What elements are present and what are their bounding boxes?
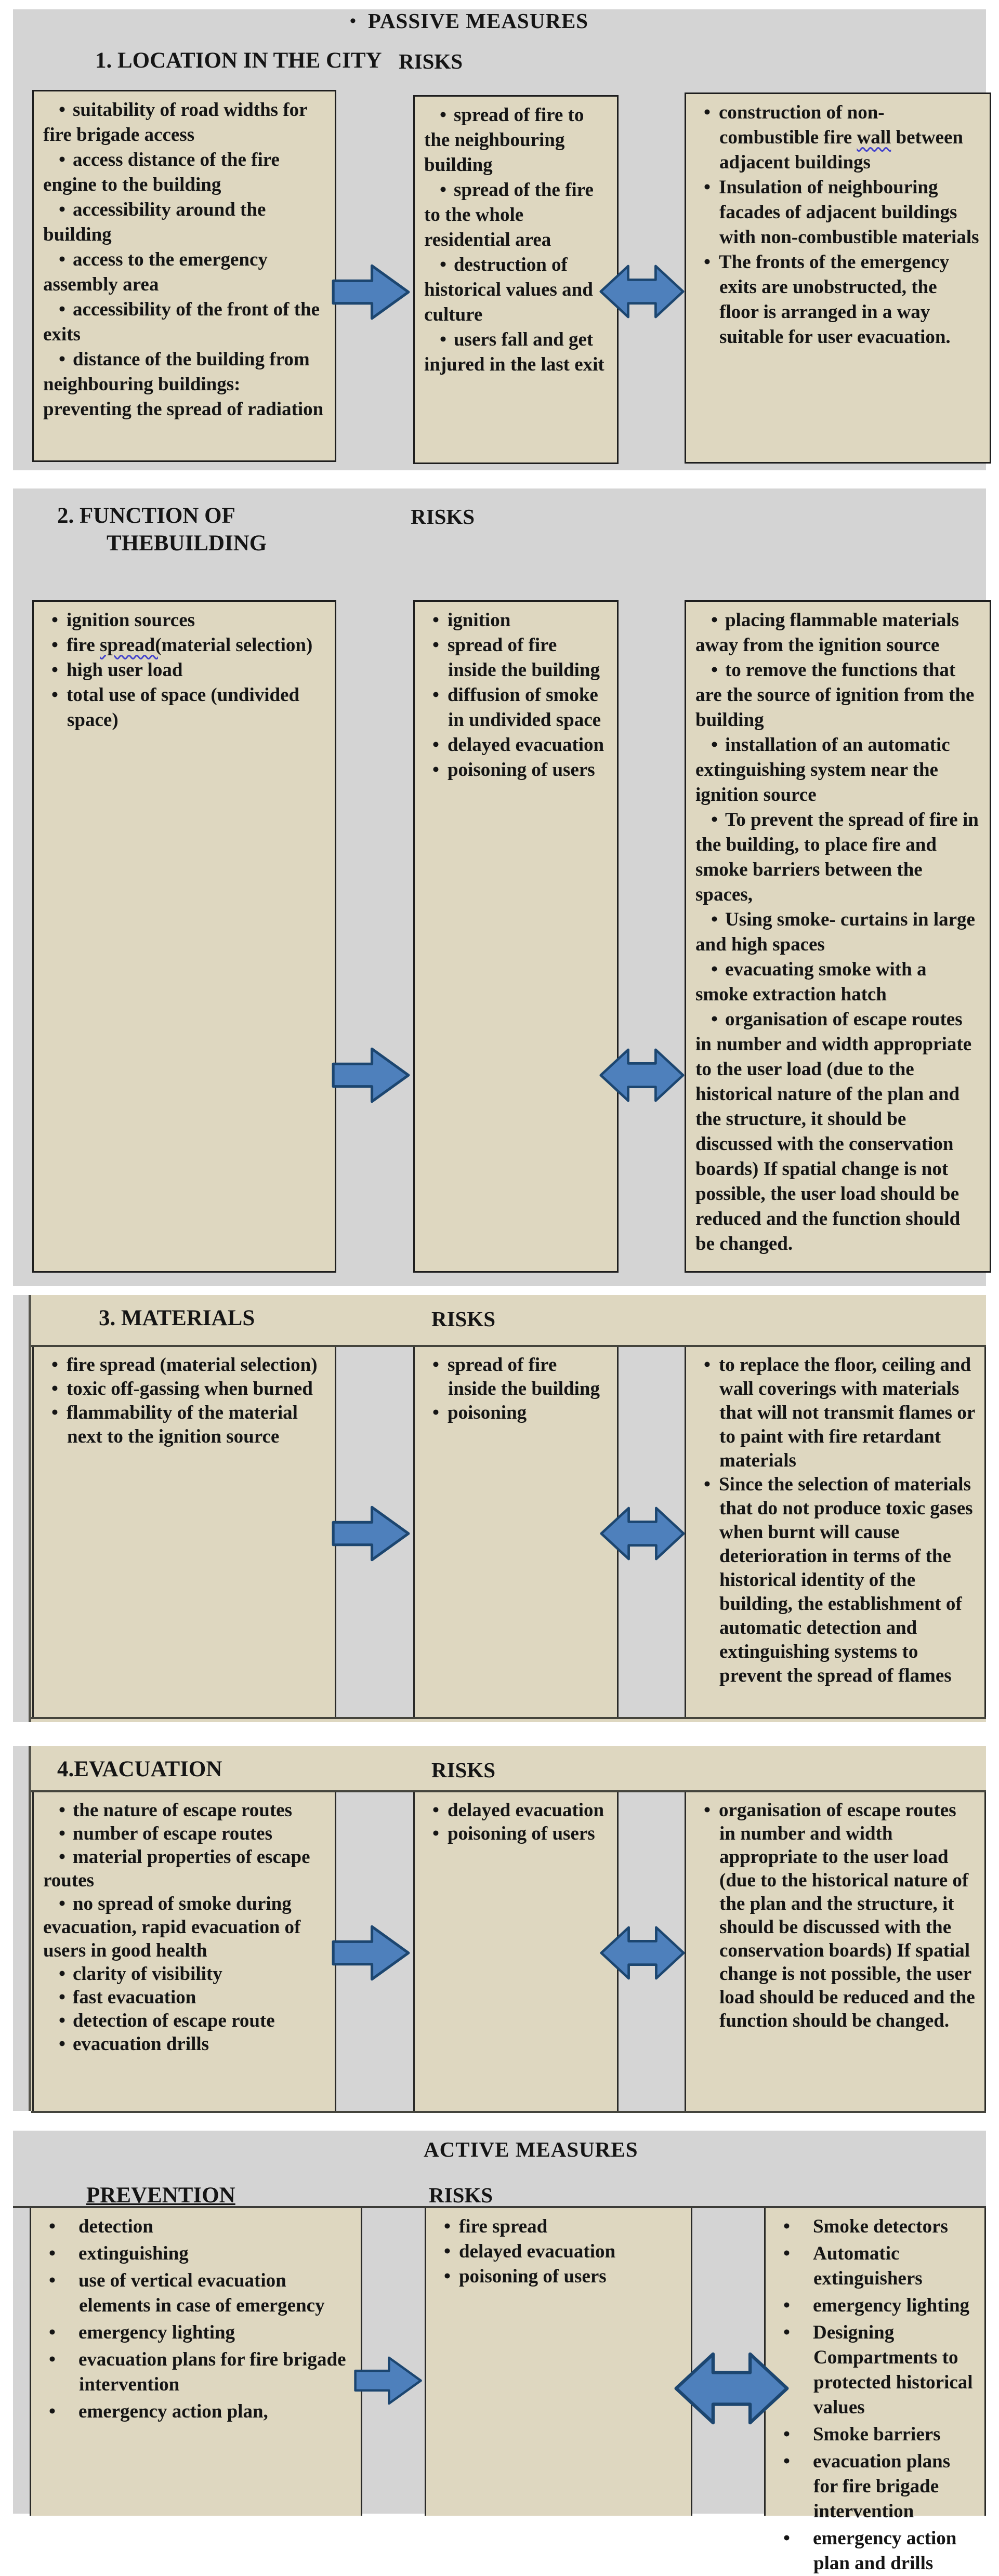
list-item: • ignition sources: [51, 610, 195, 631]
bullet-icon: •: [444, 2266, 451, 2287]
section-3-risks-label: RISKS: [431, 1307, 496, 1331]
bullet-icon: •: [783, 2295, 790, 2316]
measures-box: [32, 1792, 336, 2111]
bullet-icon: •: [51, 1402, 58, 1423]
solutions-box: [685, 1347, 986, 1717]
bullet-icon: •: [59, 1893, 65, 1914]
list-item: • evacuation drills: [59, 2033, 209, 2055]
bullet-icon: •: [49, 2216, 56, 2237]
bullet-icon: •: [704, 102, 711, 123]
list-item: • Designing Compartments to protected historical values: [783, 2322, 973, 2418]
list-item: • total use of space (undivided space): [51, 684, 300, 731]
bullet-icon: •: [711, 610, 718, 631]
spellcheck-underline: wall: [857, 127, 891, 148]
arrow-right-icon: [331, 261, 412, 323]
risks-box: [425, 2208, 692, 2516]
arrow-right-icon: [331, 1922, 412, 1984]
list-item: • high user load: [51, 659, 183, 681]
list-item: • ignition: [432, 610, 511, 631]
bullet-icon: •: [51, 1354, 58, 1376]
list-item: • use of vertical evacuation elements in case of emergency: [49, 2270, 325, 2316]
list-item: • extinguishing: [49, 2243, 189, 2264]
section-3-title: 3. MATERIALS: [99, 1306, 255, 1330]
bullet-icon: •: [440, 104, 446, 126]
left-margin-strip: [13, 1295, 29, 1722]
arrow-right-icon: [331, 1045, 412, 1106]
bullet-icon: •: [59, 1846, 65, 1868]
list-item: • destruction of historical values and culture: [424, 254, 593, 325]
list-item: • spread of the fire to the whole residential area: [424, 179, 594, 250]
list-item: • detection of escape route: [59, 2010, 275, 2031]
list-item: • flammability of the material next to the ignition source: [51, 1402, 298, 1447]
bullet-icon: •: [59, 99, 65, 121]
bullet-icon: •: [704, 1474, 711, 1495]
measures-box: [32, 90, 336, 462]
list-item: • spread of fire inside the building: [432, 1354, 600, 1399]
bullet-icon: •: [432, 684, 439, 706]
bullet-icon: •: [59, 149, 65, 170]
risks-box: [413, 1792, 619, 2111]
bullet-icon: •: [783, 2451, 790, 2472]
bullet-icon: •: [432, 635, 439, 656]
active-measures-section: [13, 2131, 986, 2574]
list-item: • fire spread(material selection): [51, 635, 313, 656]
bullet-icon: •: [432, 610, 439, 631]
list-item: • organisation of escape routes in number and width appropriate to the user load (due to the historical nature of the plan and the structure, it should be discussed with the conservation boards) If spatial change is not possible, the user load should be reduced and the function should be changed.: [704, 1800, 975, 2031]
section-2-risks-label: RISKS: [411, 505, 475, 529]
bullet-icon: •: [51, 1378, 58, 1399]
list-item: • emergency action plan,: [49, 2401, 268, 2422]
prevention-boxes-row: [13, 2206, 986, 2574]
list-item: • installation of an automatic extinguishing system near the ignition source: [695, 734, 950, 805]
list-item: • delayed evacuation: [432, 1800, 604, 1821]
list-item: • Insulation of neighbouring facades of adjacent buildings with non-combustible materials: [704, 177, 979, 248]
bullet-icon: •: [711, 809, 718, 830]
bullet-icon: •: [51, 635, 58, 656]
risks-box: [413, 1347, 619, 1717]
bullet-icon: •: [350, 11, 357, 31]
bullet-icon: •: [49, 2322, 56, 2343]
list-item: • spread of fire inside the building: [432, 635, 600, 681]
bullet-icon: •: [49, 2270, 56, 2291]
list-item: • no spread of smoke during evacuation, rapid evacuation of users in good health: [43, 1893, 301, 1961]
bullet-icon: •: [444, 2216, 451, 2237]
list-item: • diffusion of smoke in undivided space: [432, 684, 601, 731]
bullet-icon: •: [59, 249, 65, 270]
section-4-title: 4.EVACUATION: [57, 1757, 222, 1781]
list-item: • to replace the floor, ceiling and wall coverings with materials that will not transmit flames or to paint with fire retardant materials: [704, 1354, 975, 1471]
section-3-boxes-row: [31, 1345, 986, 1719]
bullet-icon: •: [783, 2243, 790, 2264]
bullet-icon: •: [59, 199, 65, 220]
prevention-title: PREVENTION: [86, 2183, 235, 2208]
list-item: • poisoning of users: [432, 759, 595, 781]
arrow-right-icon: [331, 1503, 412, 1564]
bullet-icon: •: [59, 299, 65, 320]
passive-location-section: [13, 9, 986, 470]
list-item: • clarity of visibility: [59, 1963, 222, 1985]
section-4-risks-label: RISKS: [431, 1758, 496, 1782]
bullet-icon: •: [432, 1354, 439, 1376]
section-4-boxes-row: [31, 1790, 986, 2113]
list-item: • suitability of road widths for fire brigade access: [43, 99, 307, 146]
section-2-boxes-row: [13, 600, 986, 1276]
risks-box: [413, 600, 619, 1273]
function-section: [13, 488, 986, 1286]
list-item: • poisoning of users: [444, 2266, 607, 2287]
list-item: • construction of non-combustible fire wall between adjacent buildings: [704, 102, 963, 173]
list-item: • material properties of escape routes: [43, 1846, 310, 1891]
list-item: • Using smoke- curtains in large and high spaces: [695, 909, 975, 955]
bullet-icon: •: [711, 734, 718, 756]
bullet-icon: •: [440, 179, 446, 201]
list-item: • The fronts of the emergency exits are unobstructed, the floor is arranged in a way suitable for user evacuation.: [704, 252, 951, 348]
list-item: • fast evacuation: [59, 1987, 196, 2008]
list-item: • users fall and get injured in the last exit: [424, 329, 604, 375]
list-item: • number of escape routes: [59, 1823, 272, 1844]
bullet-icon: •: [432, 1823, 439, 1844]
bullet-icon: •: [59, 2033, 65, 2055]
bullet-icon: •: [704, 252, 711, 273]
bullet-icon: •: [783, 2528, 790, 2549]
list-item: • toxic off-gassing when burned: [51, 1378, 313, 1399]
list-item: • evacuating smoke with a smoke extraction hatch: [695, 959, 927, 1005]
solutions-box: [685, 600, 991, 1273]
list-item: • delayed evacuation: [444, 2241, 616, 2262]
solutions-box: [685, 93, 991, 464]
passive-measures-label: PASSIVE MEASURES: [367, 9, 589, 33]
list-item: • poisoning of users: [432, 1823, 595, 1844]
list-item: • To prevent the spread of fire in the building, to place fire and smoke barriers between the spaces,: [695, 809, 979, 905]
arrow-double-icon: [598, 1919, 687, 1987]
section-1-title: 1. LOCATION IN THE CITY: [95, 48, 382, 73]
list-item: • emergency action plan and drills: [783, 2528, 957, 2574]
bullet-icon: •: [783, 2424, 790, 2445]
bullet-icon: •: [49, 2401, 56, 2422]
risks-box: [413, 95, 619, 464]
bullet-icon: •: [59, 1800, 65, 1821]
arrow-double-icon: [598, 1499, 687, 1568]
bullet-icon: •: [432, 734, 439, 756]
passive-measures-heading: [350, 8, 588, 33]
bullet-icon: •: [432, 759, 439, 781]
arrow-double-icon: [597, 1041, 687, 1109]
materials-section: [13, 1295, 986, 1722]
bullet-icon: •: [59, 349, 65, 370]
bullet-icon: •: [440, 329, 446, 350]
bullet-icon: •: [51, 684, 58, 706]
list-item: • emergency lighting: [49, 2322, 235, 2343]
list-item: • access distance of the fire engine to the building: [43, 149, 280, 195]
measures-box: [32, 600, 336, 1273]
evacuation-section: [13, 1746, 986, 2111]
bullet-icon: •: [783, 2322, 790, 2343]
bullet-icon: •: [704, 177, 711, 198]
bullet-icon: •: [711, 959, 718, 980]
list-item: • detection: [49, 2216, 153, 2237]
active-measures-heading: ACTIVE MEASURES: [424, 2137, 638, 2161]
list-item: • spread of fire to the neighbouring building: [424, 104, 584, 176]
bullet-icon: •: [59, 1963, 65, 1985]
left-margin-strip: [13, 1746, 29, 2111]
list-item: • access to the emergency assembly area: [43, 249, 268, 295]
arrow-double-icon: [597, 257, 687, 326]
arrow-right-icon: [353, 2354, 424, 2408]
list-item: • Since the selection of materials that do not produce toxic gases when burnt will cause deterioration in terms of the historical identity of the building, the establishment of automatic detection and extinguishing systems to prevent the spread of flames: [704, 1474, 973, 1686]
bullet-icon: •: [783, 2216, 790, 2237]
measures-box: [30, 2208, 362, 2516]
bullet-icon: •: [51, 610, 58, 631]
section-1-boxes-row: [13, 90, 986, 465]
arrow-double-icon: [660, 2342, 803, 2435]
section-2-title-line2: THEBUILDING: [107, 531, 267, 556]
list-item: • fire spread: [444, 2216, 548, 2237]
bullet-icon: •: [704, 1800, 711, 1821]
list-item: • fire spread (material selection): [51, 1354, 318, 1376]
bullet-icon: •: [59, 2010, 65, 2031]
bullet-icon: •: [711, 1009, 718, 1030]
list-item: • evacuation plans for fire brigade intervention: [783, 2451, 951, 2522]
list-item: • delayed evacuation: [432, 734, 604, 756]
bullet-icon: •: [59, 1987, 65, 2008]
bullet-icon: •: [704, 1354, 711, 1376]
bullet-icon: •: [59, 1823, 65, 1844]
list-item: • evacuation plans for fire brigade intervention: [49, 2349, 346, 2395]
list-item: • to remove the functions that are the source of ignition from the building: [695, 659, 975, 731]
spellcheck-underline: spread(: [100, 635, 162, 656]
bullet-icon: •: [432, 1800, 439, 1821]
list-item: • placing flammable materials away from the ignition source: [695, 610, 959, 656]
list-item: • the nature of escape routes: [59, 1800, 292, 1821]
bullet-icon: •: [711, 659, 718, 681]
section-1-risks-label: RISKS: [399, 49, 463, 73]
list-item: • Automatic extinguishers: [783, 2243, 923, 2289]
list-item: • accessibility of the front of the exits: [43, 299, 320, 345]
bullet-icon: •: [432, 1402, 439, 1423]
list-item: • emergency lighting: [783, 2295, 970, 2316]
section-2-title: 2. FUNCTION OF: [57, 504, 235, 528]
prevention-risks-label: RISKS: [429, 2183, 493, 2207]
solutions-box: [685, 1792, 986, 2111]
bullet-icon: •: [444, 2241, 451, 2262]
list-item: • Smoke barriers: [783, 2424, 941, 2445]
bullet-icon: •: [49, 2243, 56, 2264]
bullet-icon: •: [49, 2349, 56, 2370]
bullet-icon: •: [440, 254, 446, 275]
list-item: • Smoke detectors: [783, 2216, 948, 2237]
list-item: • accessibility around the building: [43, 199, 266, 245]
list-item: • distance of the building from neighbouring buildings: preventing the spread of radiation: [43, 349, 324, 420]
list-item: • poisoning: [432, 1402, 527, 1423]
bullet-icon: •: [711, 909, 718, 930]
bullet-icon: •: [51, 659, 58, 681]
list-item: • organisation of escape routes in number and width appropriate to the user load (due to the historical nature of the plan and the structure, it should be discussed with the conservation boards) If spatial change is not possible, the user load should be reduced and the function should be changed.: [695, 1009, 972, 1254]
measures-box: [32, 1347, 336, 1717]
